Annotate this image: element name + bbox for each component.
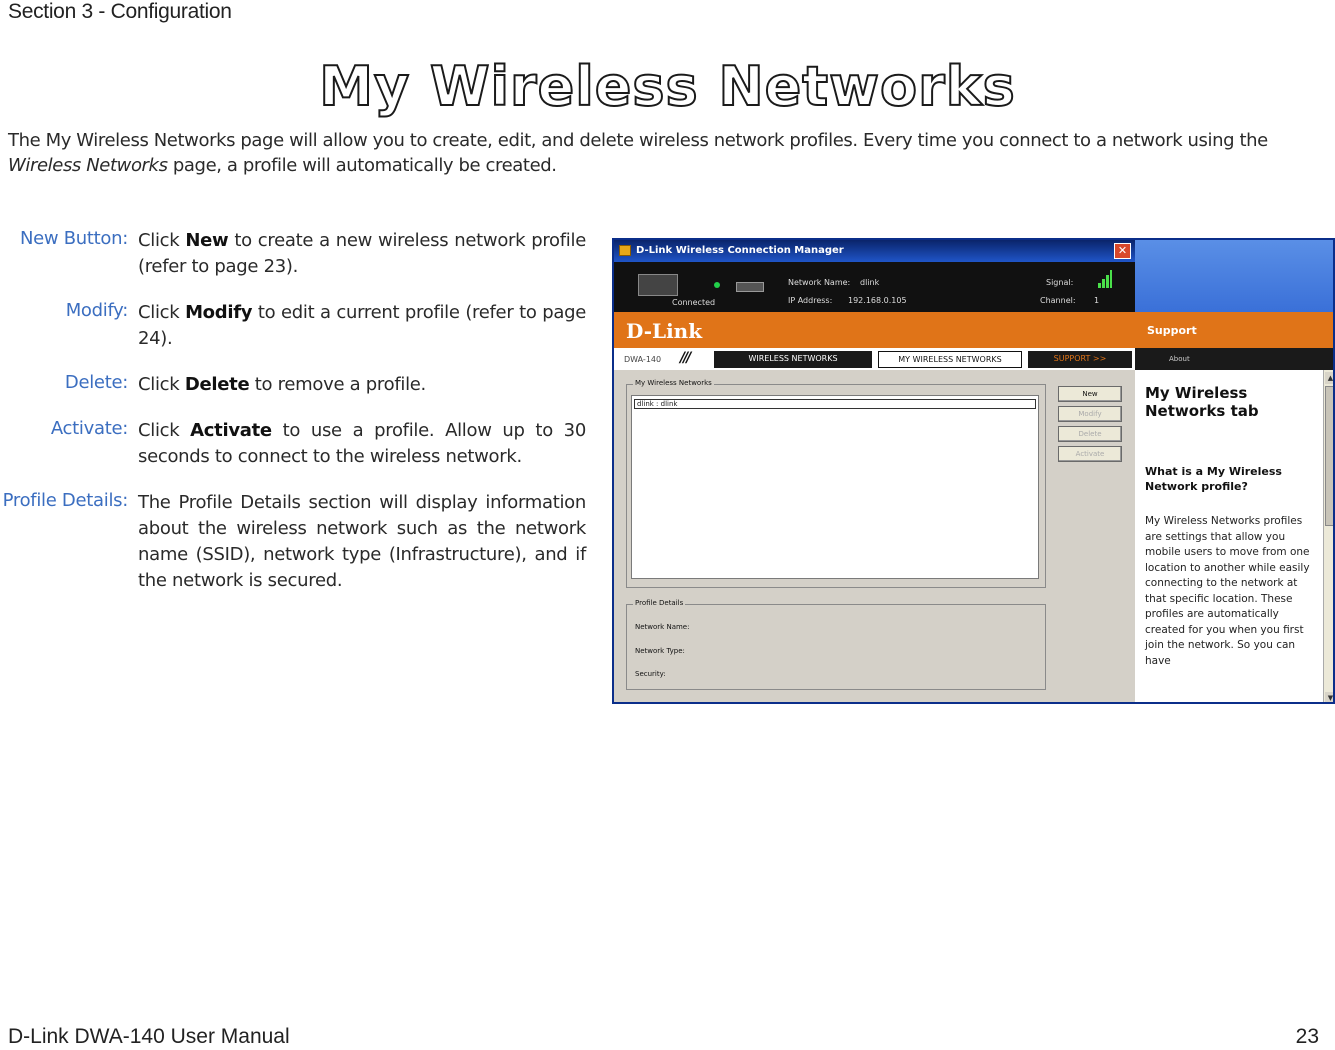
desktop-background	[1135, 240, 1335, 312]
desc-delete: Click Delete to remove a profile.	[138, 374, 426, 395]
intro-paragraph	[8, 128, 1330, 178]
delete-button[interactable]: Delete	[1058, 426, 1122, 442]
app-screenshot	[612, 238, 1335, 704]
intro-tail: page, a profile will automatically be created.	[167, 155, 557, 176]
intro-emphasis: Wireless Networks	[8, 155, 168, 176]
ip-address-label: IP Address:	[788, 296, 833, 305]
tab-support[interactable]: SUPPORT >>	[1028, 351, 1132, 368]
channel-label: Channel:	[1040, 296, 1076, 305]
dlink-logo: D-Link	[626, 319, 703, 343]
footer-manual-title: D-Link DWA-140 User Manual	[8, 1025, 290, 1048]
keyword-delete: Delete	[184, 374, 250, 395]
tab-my-wireless-networks[interactable]: MY WIRELESS NETWORKS	[878, 351, 1022, 368]
window-titlebar	[614, 240, 1135, 262]
term-activate: Activate:	[50, 418, 128, 439]
router-icon	[736, 282, 764, 292]
definition-new	[0, 228, 590, 280]
list-item[interactable]: dlink : dlink	[634, 399, 1036, 409]
detail-security: Security:	[635, 670, 666, 678]
nav-bar	[614, 348, 1135, 370]
term-profile-details: Profile Details:	[2, 490, 128, 511]
detail-network-type: Network Type:	[635, 647, 685, 655]
definition-list	[0, 228, 590, 614]
networks-group-label: My Wireless Networks	[635, 379, 712, 387]
definition-delete	[0, 372, 590, 398]
new-button[interactable]: New	[1058, 386, 1122, 402]
definition-activate	[0, 418, 590, 470]
intro-main: The My Wireless Networks page will allow you to create, edit, and delete wireless network profiles. Every time you connect to a network using the	[8, 130, 1268, 151]
close-icon[interactable]: ✕	[1114, 243, 1131, 259]
model-label: DWA-140	[624, 355, 662, 364]
window-title: D-Link Wireless Connection Manager	[636, 245, 844, 256]
brand-bar	[614, 312, 1135, 348]
status-strip	[614, 262, 1135, 312]
scroll-thumb[interactable]	[1325, 386, 1335, 526]
desc-new-button: Click New to create a new wireless network profile (refer to page 23).	[138, 230, 586, 277]
page-title: My Wireless Networks	[319, 55, 1016, 118]
detail-network-name: Network Name:	[635, 623, 690, 631]
definition-modify	[0, 300, 590, 352]
tab-wireless-networks[interactable]: WIRELESS NETWORKS	[714, 351, 872, 368]
signal-strength-icon	[1098, 270, 1112, 288]
help-heading: My Wireless Networks tab	[1145, 384, 1259, 420]
signal-label: Signal:	[1046, 278, 1074, 287]
keyword-modify: Modify	[185, 302, 253, 323]
slash-decoration: ///	[680, 350, 690, 366]
help-subheading: What is a My Wireless Network profile?	[1145, 465, 1282, 493]
term-modify: Modify:	[65, 300, 128, 321]
network-name-label: Network Name:	[788, 278, 851, 287]
desc-activate: Click Activate to use a profile. Allow up to 30 seconds to connect to the wireless network.	[138, 420, 586, 467]
connection-status: Connected	[672, 298, 716, 307]
desc-modify: Click Modify to edit a current profile (refer to page 24).	[138, 302, 586, 349]
keyword-activate: Activate	[190, 420, 272, 441]
network-name-value: dlink	[860, 278, 880, 287]
ip-address-value: 192.168.0.105	[848, 296, 907, 305]
support-panel	[1135, 312, 1335, 704]
profile-details-group	[626, 599, 1046, 690]
about-link[interactable]: About	[1135, 348, 1335, 370]
modify-button[interactable]: Modify	[1058, 406, 1122, 422]
activate-button[interactable]: Activate	[1058, 446, 1122, 462]
help-paragraph: My Wireless Networks profiles are settings that allow you mobile users to move from one location to another while easily connecting to the network at that specific location. These profiles are automatically created for you when you first join the network. So you can have	[1145, 515, 1310, 667]
help-content	[1145, 384, 1317, 669]
connection-status-icon	[714, 282, 720, 288]
laptop-icon	[638, 274, 678, 296]
help-scrollbar[interactable]	[1323, 370, 1335, 704]
my-wireless-networks-group	[626, 379, 1046, 588]
keyword-new: New	[185, 230, 229, 251]
app-icon	[619, 245, 631, 256]
section-header: Section 3 - Configuration	[8, 0, 232, 23]
channel-value: 1	[1094, 296, 1100, 305]
network-profile-list[interactable]	[631, 395, 1039, 579]
details-group-label: Profile Details	[635, 599, 684, 607]
definition-profile-details	[0, 490, 590, 594]
term-delete: Delete:	[64, 372, 128, 393]
scroll-up-icon[interactable]: ▲	[1325, 372, 1335, 384]
page-number: 23	[1295, 1025, 1319, 1048]
support-header: Support	[1135, 312, 1335, 348]
desc-profile-details: The Profile Details section will display information about the wireless network such as the network name (SSID), network type (Infrastructure), and if the network is secured.	[138, 492, 586, 591]
scroll-down-icon[interactable]: ▼	[1325, 692, 1335, 704]
term-new-button: New Button:	[19, 228, 128, 249]
